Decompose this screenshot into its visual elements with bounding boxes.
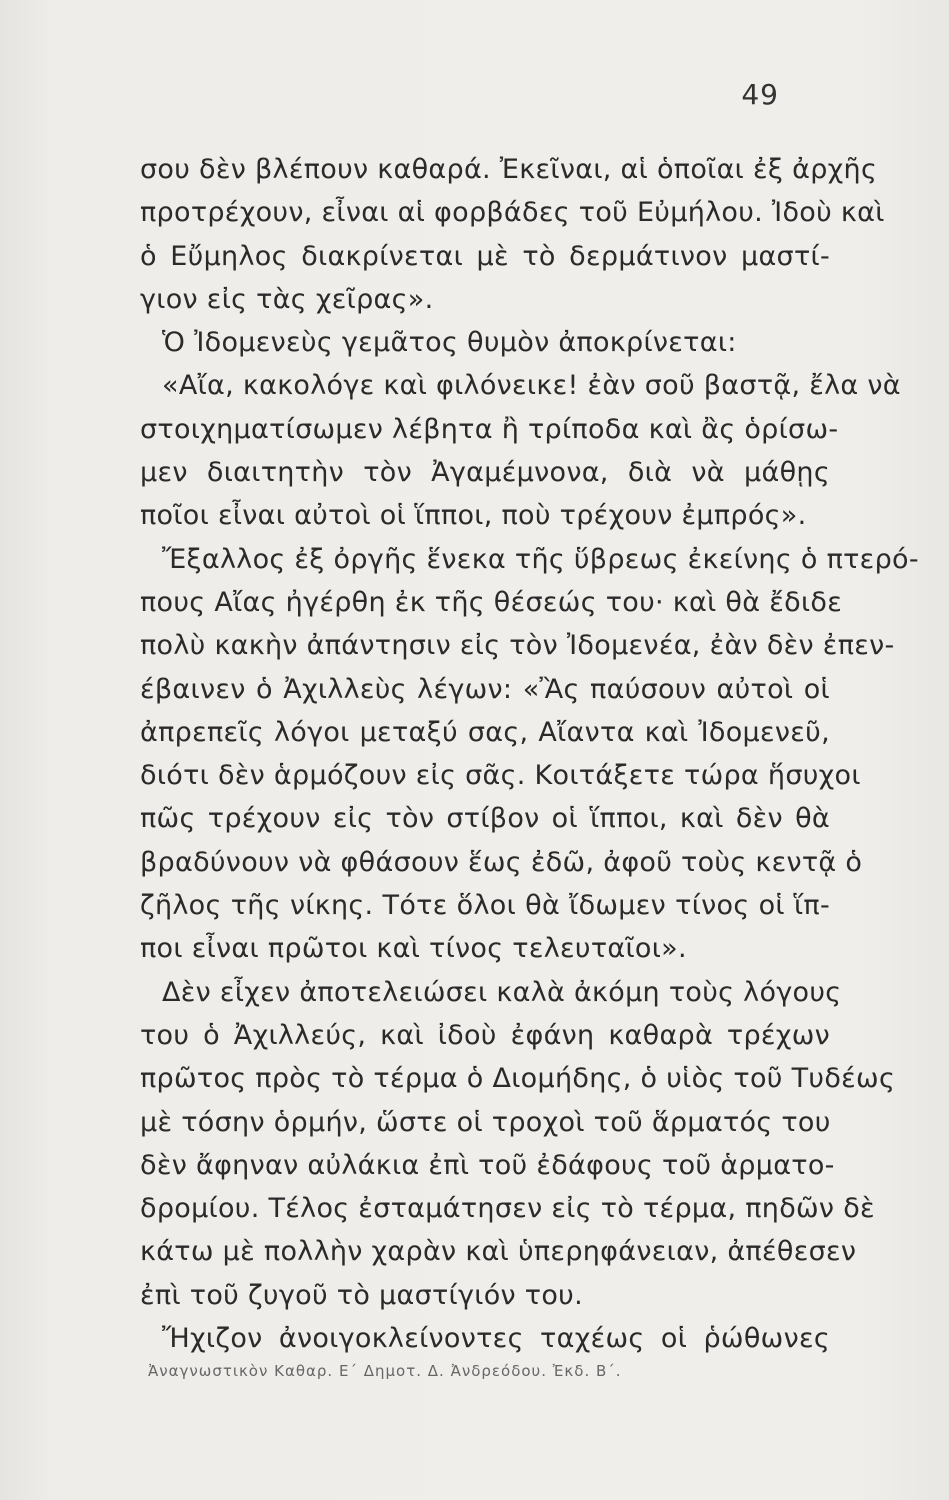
text-line: προτρέχουν, εἶναι αἱ φορβάδες τοῦ Εὐμήλου. Ἰδοὺ καὶ	[140, 197, 885, 229]
text-line: πους Αἴας ἠγέρθη ἐκ τῆς θέσεώς του· καὶ θὰ ἔδιδε	[140, 586, 843, 618]
text-line: Ἤχιζον ἀνοιγοκλείνοντες ταχέως οἱ ῥώθωνες	[162, 1323, 830, 1355]
text-line: δρομίου. Τέλος ἐσταμάτησεν εἰς τὸ τέρμα, πηδῶν δὲ	[140, 1193, 875, 1225]
page-body-text	[140, 148, 919, 1360]
text-line: πρῶτος πρὸς τὸ τέρμα ὁ Διομήδης, ὁ υἱὸς τοῦ Τυδέως	[140, 1063, 896, 1095]
page-number: 49	[741, 78, 779, 111]
text-line: στοιχηματίσωμεν λέβητα ἢ τρίποδα καὶ ἂς ὁρίσω-	[140, 413, 839, 445]
text-line: ποῖοι εἶναι αὐτοὶ οἱ ἵπποι, ποὺ τρέχουν ἐμπρός».	[140, 500, 807, 532]
text-line: ἐπὶ τοῦ ζυγοῦ τὸ μαστίγιόν του.	[140, 1279, 583, 1311]
text-line: σου δὲν βλέπουν καθαρά. Ἐκεῖναι, αἱ ὁποῖαι ἐξ ἀρχῆς	[140, 154, 878, 185]
text-line: πῶς τρέχουν εἰς τὸν στίβον οἱ ἵπποι, καὶ δὲν θὰ	[140, 803, 830, 835]
text-line: κάτω μὲ πολλὴν χαρὰν καὶ ὑπερηφάνειαν, ἀπέθεσεν	[140, 1236, 857, 1268]
text-line: ποι εἶναι πρῶτοι καὶ τίνος τελευταῖοι».	[140, 933, 687, 965]
text-line: ζῆλος τῆς νίκης. Τότε ὅλοι θὰ ἴδωμεν τίνος οἱ ἵπ-	[140, 890, 830, 922]
text-line: βραδύνουν νὰ φθάσουν ἕως ἐδῶ, ἀφοῦ τοὺς κεντᾷ ὁ	[140, 846, 863, 878]
text-line: δὲν ἄφηναν αὐλάκια ἐπὶ τοῦ ἐδάφους τοῦ ἁρματο-	[140, 1149, 835, 1181]
page-footer-signature: Ἀναγνωστικὸν Καθαρ. Ε΄ Δημοτ. Δ. Ἀνδρεόδου. Ἐκδ. Β΄.	[148, 1362, 622, 1380]
text-line: μεν διαιτητὴν τὸν Ἀγαμέμνονα, διὰ νὰ μάθῃς	[140, 457, 830, 489]
text-line: ὁ Εὔμηλος διακρίνεται μὲ τὸ δερμάτινον μαστί-	[140, 240, 830, 272]
text-line: Ἔξαλλος ἐξ ὀργῆς ἕνεκα τῆς ὕβρεως ἐκείνης ὁ πτερό-	[162, 543, 919, 575]
text-line: διότι δὲν ἁρμόζουν εἰς σᾶς. Κοιτάξετε τώρα ἥσυχοι	[140, 760, 861, 792]
text-line: πολὺ κακὴν ἀπάντησιν εἰς τὸν Ἰδομενέα, ἐὰν δὲν ἐπεν-	[140, 630, 895, 662]
text-line: γιον εἰς τὰς χεῖρας».	[140, 283, 434, 315]
text-line: μὲ τόσην ὁρμήν, ὥστε οἱ τροχοὶ τοῦ ἅρματός του	[140, 1106, 831, 1138]
text-line: έβαινεν ὁ Ἀχιλλεὺς λέγων: «Ἂς παύσουν αὐτοὶ οἱ	[140, 673, 830, 705]
text-line: ἀπρεπεῖς λόγοι μεταξύ σας, Αἴαντα καὶ Ἰδομενεῦ,	[140, 716, 830, 748]
text-line: «Αἴα, κακολόγε καὶ φιλόνεικε! ἐὰν σοῦ βαστᾷ, ἔλα νὰ	[162, 370, 901, 402]
text-line: Δὲν εἶχεν ἀποτελειώσει καλὰ ἀκόμη τοὺς λόγους	[162, 976, 842, 1008]
text-line: Ὁ Ἰδομενεὺς γεμᾶτος θυμὸν ἀποκρίνεται:	[162, 327, 737, 359]
text-line: του ὁ Ἀχιλλεύς, καὶ ἰδοὺ ἐφάνη καθαρὰ τρέχων	[140, 1019, 830, 1051]
